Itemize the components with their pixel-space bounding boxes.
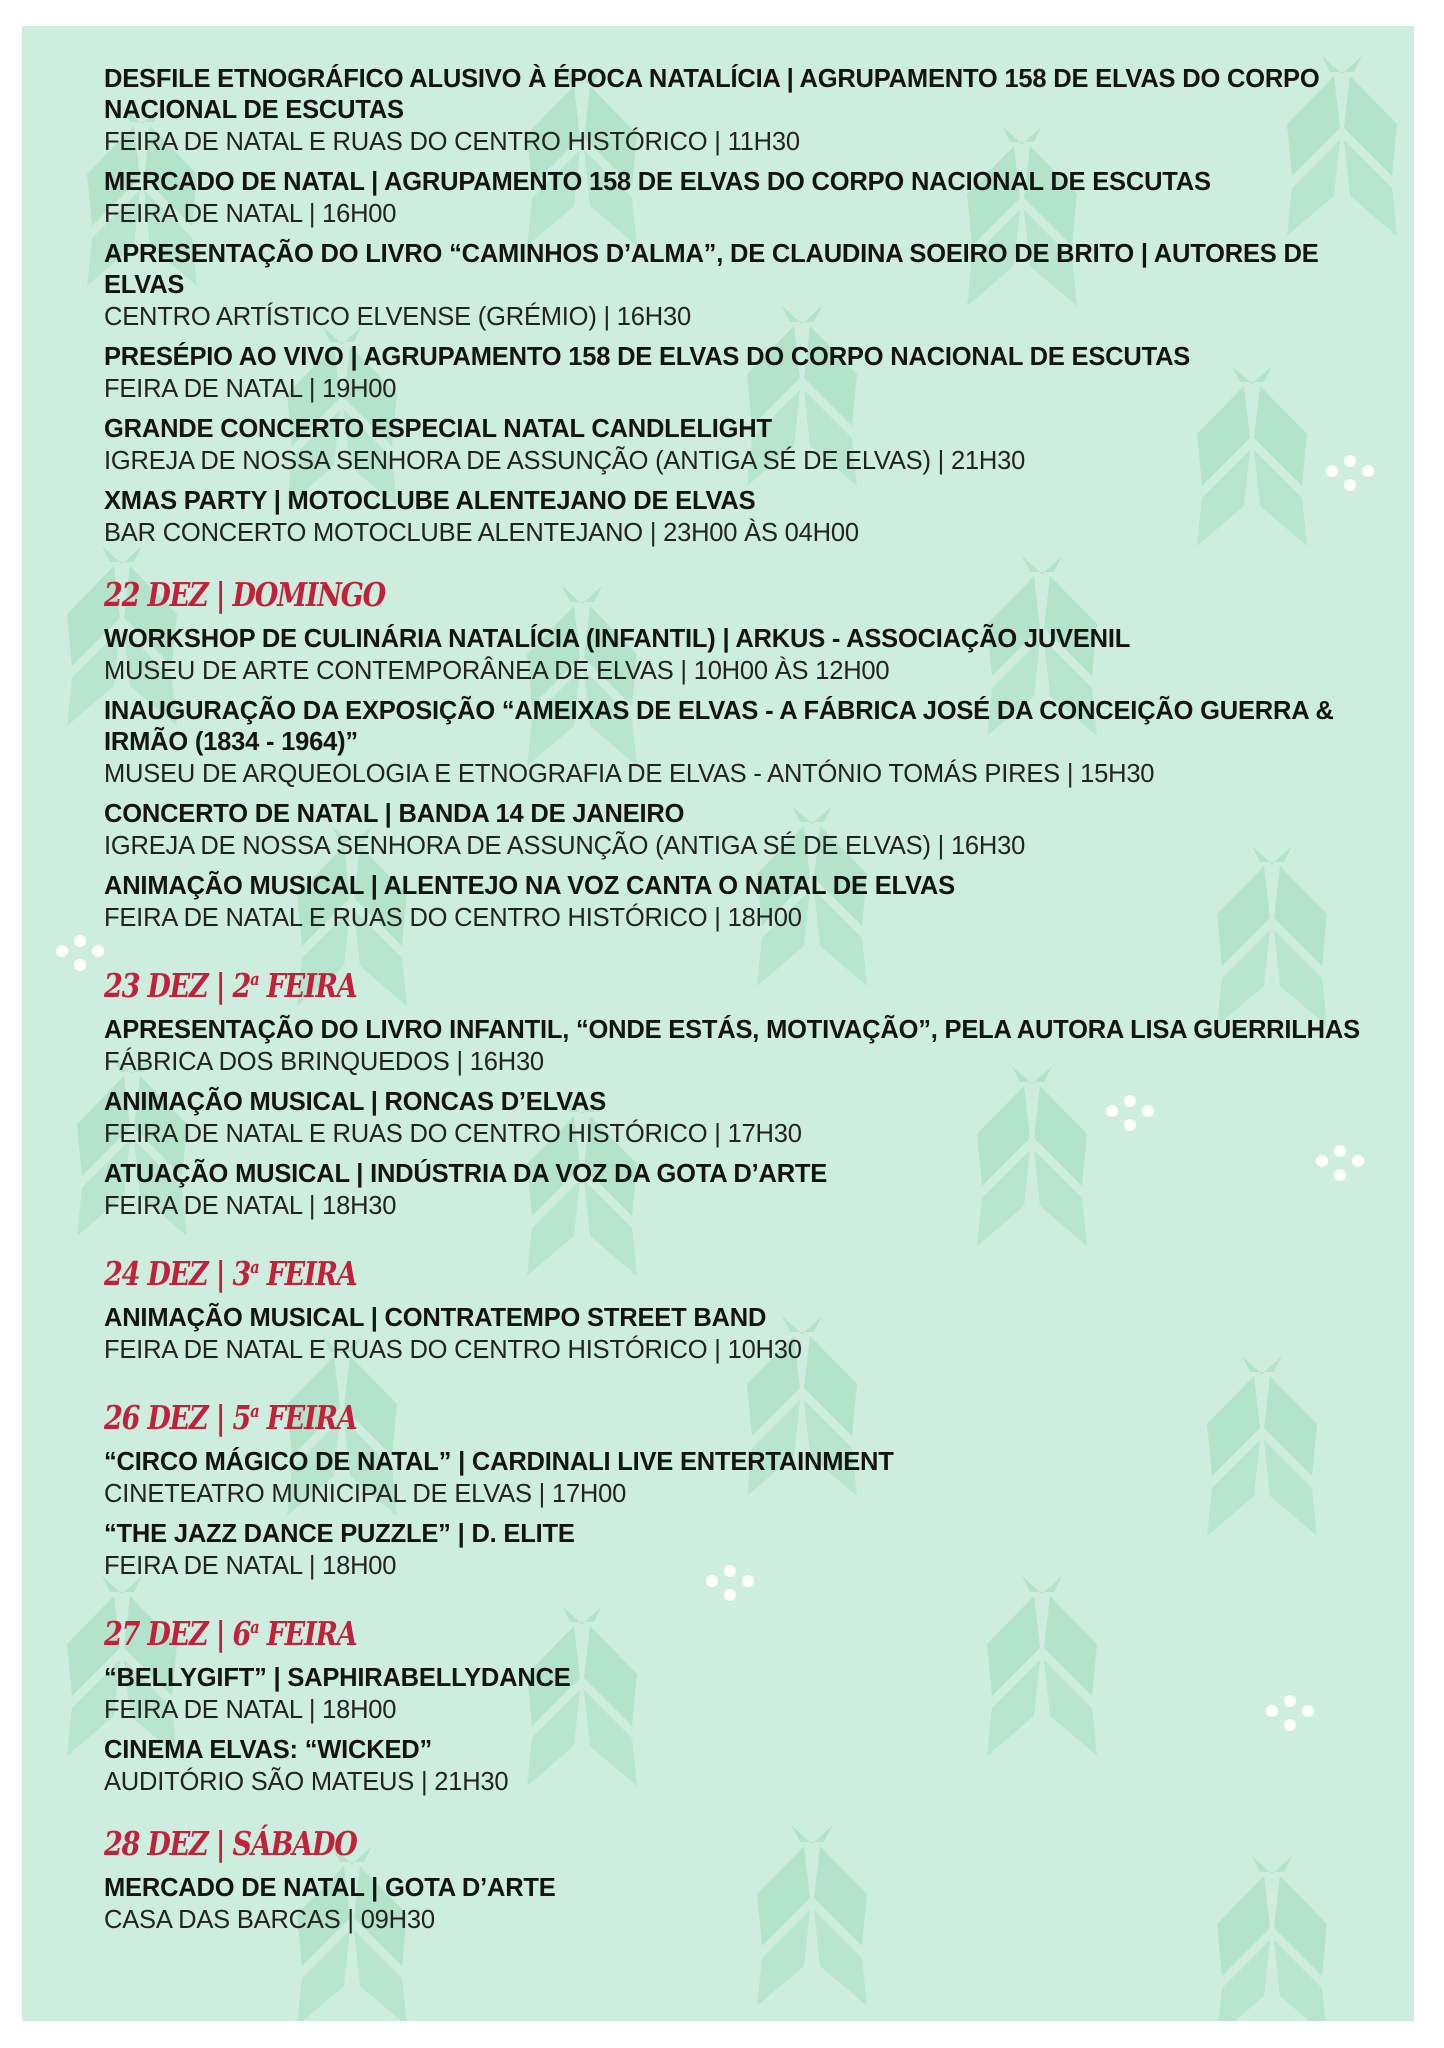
event-location-time: MUSEU DE ARQUEOLOGIA E ETNOGRAFIA DE ELVAS - ANTÓNIO TOMÁS PIRES | 15H30: [104, 760, 1155, 788]
day-date: 24 DEZ |: [104, 1254, 225, 1293]
day-block: [104, 1392, 1364, 1582]
event-title: PRESÉPIO AO VIVO | AGRUPAMENTO 158 DE ELVAS DO CORPO NACIONAL DE ESCUTAS: [104, 343, 1191, 371]
event-title: CONCERTO DE NATAL | BANDA 14 DE JANEIRO: [104, 800, 685, 828]
event-title: “BELLYGIFT” | SAPHIRABELLYDANCE: [104, 1664, 571, 1692]
day-heading: [104, 1824, 1137, 1864]
event-title: GRANDE CONCERTO ESPECIAL NATAL CANDLELIGHT: [104, 415, 772, 443]
event-item: [104, 1087, 1364, 1150]
weekday-name: FEIRA: [266, 1398, 357, 1437]
event-location-time: FEIRA DE NATAL | 19H00: [104, 375, 397, 403]
event-item: [104, 799, 1364, 862]
day-date: 26 DEZ |: [104, 1398, 225, 1437]
event-location-time: FEIRA DE NATAL | 16H00: [104, 200, 397, 228]
weekday-number: 5: [232, 1398, 251, 1437]
event-location-time: FEIRA DE NATAL E RUAS DO CENTRO HISTÓRICO | 11H30: [104, 128, 800, 156]
event-item: [104, 1663, 1364, 1726]
event-location-time: FEIRA DE NATAL | 18H30: [104, 1192, 397, 1220]
event-item: [104, 871, 1364, 934]
event-item: [104, 64, 1364, 158]
event-item: [104, 486, 1364, 549]
weekday-name: DOMINGO: [232, 575, 386, 614]
weekday-name: FEIRA: [266, 1614, 357, 1653]
event-item: [104, 1873, 1364, 1936]
day-heading: [104, 575, 1137, 615]
day-block: [104, 575, 1364, 934]
weekday-ordinal: a: [250, 1617, 259, 1638]
event-location-time: FÁBRICA DOS BRINQUEDOS | 16H30: [104, 1048, 544, 1076]
event-location-time: BAR CONCERTO MOTOCLUBE ALENTEJANO | 23H00 ÀS 04H00: [104, 519, 859, 547]
day-block: [104, 1824, 1364, 1936]
day-heading: [104, 1392, 1137, 1438]
event-title: “THE JAZZ DANCE PUZZLE” | D. ELITE: [104, 1520, 575, 1548]
event-item: [104, 696, 1364, 790]
event-title: CINEMA ELVAS: “WICKED”: [104, 1736, 433, 1764]
event-title: DESFILE ETNOGRÁFICO ALUSIVO À ÉPOCA NATALÍCIA | AGRUPAMENTO 158 DE ELVAS DO CORPO NACIONAL DE ESCUTAS: [104, 65, 1320, 124]
weekday-ordinal: a: [250, 969, 259, 990]
event-location-time: IGREJA DE NOSSA SENHORA DE ASSUNÇÃO (ANTIGA SÉ DE ELVAS) | 16H30: [104, 832, 1026, 860]
weekday-number: 2: [232, 966, 251, 1005]
event-item: [104, 414, 1364, 477]
event-title: APRESENTAÇÃO DO LIVRO INFANTIL, “ONDE ESTÁS, MOTIVAÇÃO”, PELA AUTORA LISA GUERRILHAS: [104, 1016, 1360, 1044]
day-date: 28 DEZ |: [104, 1824, 225, 1863]
event-title: ANIMAÇÃO MUSICAL | ALENTEJO NA VOZ CANTA O NATAL DE ELVAS: [104, 872, 955, 900]
event-title: INAUGURAÇÃO DA EXPOSIÇÃO “AMEIXAS DE ELVAS - A FÁBRICA JOSÉ DA CONCEIÇÃO GUERRA & IRMÃO (1834 - 1964)”: [104, 697, 1334, 756]
event-title: MERCADO DE NATAL | AGRUPAMENTO 158 DE ELVAS DO CORPO NACIONAL DE ESCUTAS: [104, 168, 1211, 196]
event-item: [104, 624, 1364, 687]
event-item: [104, 1735, 1364, 1798]
event-title: APRESENTAÇÃO DO LIVRO “CAMINHOS D’ALMA”, DE CLAUDINA SOEIRO DE BRITO | AUTORES DE ELVAS: [104, 240, 1319, 299]
weekday-number: 3: [232, 1254, 251, 1293]
programme-content: [104, 64, 1364, 1936]
event-location-time: FEIRA DE NATAL E RUAS DO CENTRO HISTÓRICO | 10H30: [104, 1336, 802, 1364]
event-location-time: CINETEATRO MUNICIPAL DE ELVAS | 17H00: [104, 1480, 627, 1508]
event-title: ANIMAÇÃO MUSICAL | CONTRATEMPO STREET BAND: [104, 1304, 767, 1332]
event-item: [104, 1015, 1364, 1078]
event-location-time: AUDITÓRIO SÃO MATEUS | 21H30: [104, 1768, 509, 1796]
weekday-ordinal: a: [250, 1401, 259, 1422]
event-title: ATUAÇÃO MUSICAL | INDÚSTRIA DA VOZ DA GOTA D’ARTE: [104, 1160, 828, 1188]
event-location-time: CENTRO ARTÍSTICO ELVENSE (GRÉMIO) | 16H30: [104, 303, 691, 331]
event-item: [104, 1519, 1364, 1582]
day-block: [104, 960, 1364, 1222]
event-location-time: FEIRA DE NATAL | 18H00: [104, 1552, 397, 1580]
continued-day-events: [104, 64, 1364, 549]
event-location-time: CASA DAS BARCAS | 09H30: [104, 1906, 435, 1934]
day-heading: [104, 1248, 1137, 1294]
event-location-time: MUSEU DE ARTE CONTEMPORÂNEA DE ELVAS | 10H00 ÀS 12H00: [104, 657, 890, 685]
programme-page: [22, 26, 1414, 2021]
day-date: 27 DEZ |: [104, 1614, 225, 1653]
event-item: [104, 239, 1364, 333]
weekday-ordinal: a: [250, 1257, 259, 1278]
weekday-name: FEIRA: [266, 966, 357, 1005]
day-date: 23 DEZ |: [104, 966, 225, 1005]
event-location-time: FEIRA DE NATAL E RUAS DO CENTRO HISTÓRICO | 17H30: [104, 1120, 802, 1148]
day-heading: [104, 1608, 1137, 1654]
event-title: XMAS PARTY | MOTOCLUBE ALENTEJANO DE ELVAS: [104, 487, 756, 515]
event-item: [104, 342, 1364, 405]
event-location-time: FEIRA DE NATAL | 18H00: [104, 1696, 397, 1724]
event-item: [104, 167, 1364, 230]
weekday-name: SÁBADO: [232, 1824, 357, 1863]
day-block: [104, 1248, 1364, 1366]
event-title: WORKSHOP DE CULINÁRIA NATALÍCIA (INFANTIL) | ARKUS - ASSOCIAÇÃO JUVENIL: [104, 625, 1131, 653]
event-location-time: FEIRA DE NATAL E RUAS DO CENTRO HISTÓRICO | 18H00: [104, 904, 802, 932]
event-item: [104, 1303, 1364, 1366]
event-item: [104, 1447, 1364, 1510]
event-location-time: IGREJA DE NOSSA SENHORA DE ASSUNÇÃO (ANTIGA SÉ DE ELVAS) | 21H30: [104, 447, 1026, 475]
day-block: [104, 1608, 1364, 1798]
event-item: [104, 1159, 1364, 1222]
event-title: “CIRCO MÁGICO DE NATAL” | CARDINALI LIVE ENTERTAINMENT: [104, 1448, 894, 1476]
event-title: MERCADO DE NATAL | GOTA D’ARTE: [104, 1874, 556, 1902]
event-title: ANIMAÇÃO MUSICAL | RONCAS D’ELVAS: [104, 1088, 607, 1116]
days-list: [104, 575, 1364, 1936]
day-heading: [104, 960, 1137, 1006]
day-date: 22 DEZ |: [104, 575, 225, 614]
weekday-name: FEIRA: [266, 1254, 357, 1293]
weekday-number: 6: [232, 1614, 251, 1653]
